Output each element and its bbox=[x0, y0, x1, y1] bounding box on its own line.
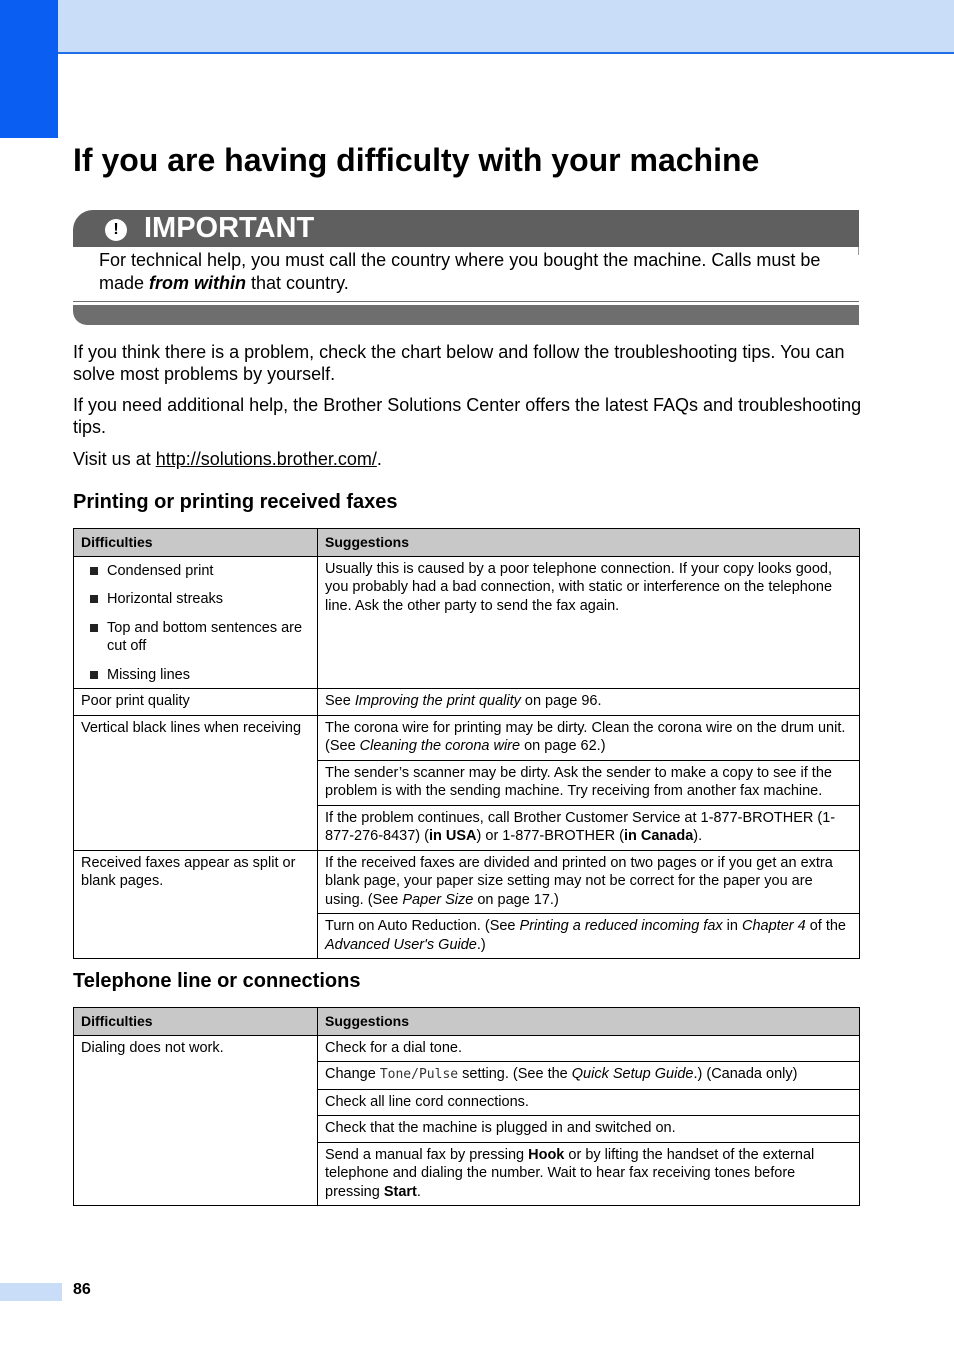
intro-paragraph-1: If you think there is a problem, check the chart below and follow the troubleshooting tips. You can solve most problems by yourself. bbox=[73, 342, 845, 384]
difficulty-cell: Vertical black lines when receiving bbox=[74, 715, 318, 850]
list-item: Top and bottom sentences are cut off bbox=[81, 619, 310, 656]
header-band bbox=[0, 0, 954, 54]
table-row bbox=[74, 689, 860, 716]
suggestion-cell: Check all line cord connections. bbox=[318, 1089, 860, 1116]
important-footer-bar bbox=[73, 305, 859, 325]
printing-troubleshooting-table bbox=[73, 528, 860, 959]
table-row bbox=[74, 556, 860, 689]
suggestion-cell: The sender’s scanner may be dirty. Ask the sender to make a copy to see if the problem is with the sending machine. Try receiving from another fax machine. bbox=[318, 760, 860, 805]
suggestion-cell: Send a manual fax by pressing Hook or by lifting the handset of the external telephone and dialing the number. Wait to hear fax receiving tones before pressing Start. bbox=[318, 1142, 860, 1206]
table-row bbox=[74, 715, 860, 760]
col-suggestions: Suggestions bbox=[318, 529, 860, 557]
solutions-link[interactable]: http://solutions.brother.com/ bbox=[155, 449, 377, 469]
exclamation-icon: ! bbox=[105, 219, 127, 241]
important-banner bbox=[73, 210, 859, 247]
page-title: If you are having difficulty with your machine bbox=[73, 142, 760, 178]
section-heading-telephone: Telephone line or connections bbox=[73, 970, 361, 992]
suggestion-cell: Usually this is caused by a poor telephone connection. If your copy looks good, you probably had a bad connection, with static or interference on the telephone line. Ask the other party to send the fax again. bbox=[318, 556, 860, 689]
footer-tab bbox=[0, 1283, 62, 1301]
suggestion-cell: If the problem continues, call Brother Customer Service at 1-877-BROTHER (1-877-276-8437) (in USA) or 1-877-BROTHER (in Canada). bbox=[318, 805, 860, 850]
col-suggestions: Suggestions bbox=[318, 1008, 860, 1036]
suggestion-cell: See Improving the print quality on page 96. bbox=[318, 689, 860, 716]
suggestion-cell: Change Tone/Pulse setting. (See the Quick Setup Guide.) (Canada only) bbox=[318, 1062, 860, 1090]
suggestion-cell: Check for a dial tone. bbox=[318, 1035, 860, 1062]
difficulty-cell: Dialing does not work. bbox=[74, 1035, 318, 1206]
difficulty-cell bbox=[74, 556, 318, 689]
suggestion-cell: Check that the machine is plugged in and switched on. bbox=[318, 1116, 860, 1143]
intro-paragraph-2: If you need additional help, the Brother Solutions Center offers the latest FAQs and troubleshooting tips. bbox=[73, 395, 862, 437]
important-text: For technical help, you must call the country where you bought the machine. Calls must be made from within that country. bbox=[99, 250, 821, 293]
difficulty-cell: Poor print quality bbox=[74, 689, 318, 716]
list-item: Missing lines bbox=[81, 666, 310, 685]
divider bbox=[73, 301, 859, 302]
page-number: 86 bbox=[73, 1281, 91, 1298]
telephone-troubleshooting-table bbox=[73, 1007, 860, 1206]
banner-edge bbox=[858, 247, 859, 255]
list-item: Condensed print bbox=[81, 562, 310, 581]
table-header-row bbox=[74, 1008, 860, 1036]
difficulty-list bbox=[81, 562, 310, 685]
intro-paragraph-3: Visit us at http://solutions.brother.com/. bbox=[73, 449, 382, 469]
col-difficulties: Difficulties bbox=[74, 1008, 318, 1036]
list-item: Horizontal streaks bbox=[81, 590, 310, 609]
important-label: IMPORTANT bbox=[144, 212, 315, 244]
table-header-row bbox=[74, 529, 860, 557]
table-row bbox=[74, 850, 860, 914]
difficulty-cell: Received faxes appear as split or blank pages. bbox=[74, 850, 318, 959]
suggestion-cell: The corona wire for printing may be dirty. Clean the corona wire on the drum unit. (See Cleaning the corona wire on page 62.) bbox=[318, 715, 860, 760]
section-heading-printing: Printing or printing received faxes bbox=[73, 491, 398, 513]
suggestion-cell: Turn on Auto Reduction. (See Printing a reduced incoming fax in Chapter 4 of the Advanced User's Guide.) bbox=[318, 914, 860, 959]
chapter-tab bbox=[0, 0, 58, 138]
table-row bbox=[74, 1035, 860, 1062]
suggestion-cell: If the received faxes are divided and printed on two pages or if you get an extra blank page, your paper size setting may not be correct for the paper you are using. (See Paper Size on page 17.) bbox=[318, 850, 860, 914]
col-difficulties: Difficulties bbox=[74, 529, 318, 557]
